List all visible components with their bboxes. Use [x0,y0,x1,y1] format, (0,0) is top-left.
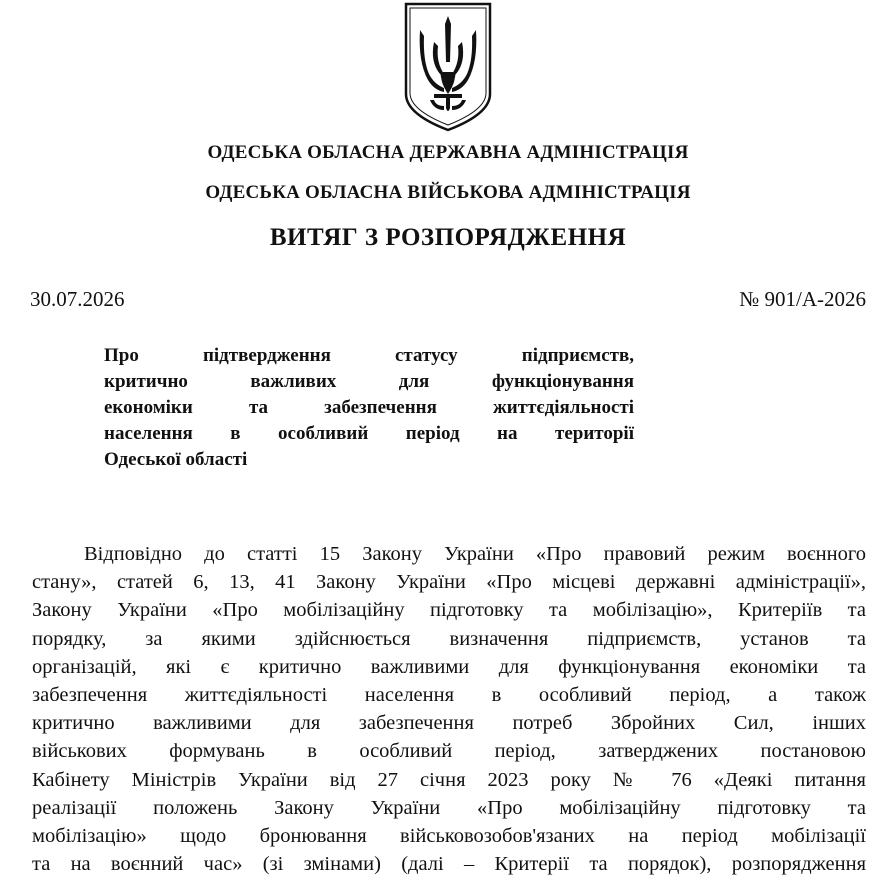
body-line: стану», статей 6, 13, 41 Закону України «Про місцеві державні адміністрації», [32,571,866,594]
body-line: Відповідно до статті 15 Закону України «Про правовий режим воєнного [84,543,866,565]
document-body [32,540,866,878]
body-line: Кабінету Міністрів України від 27 січня 2023 року № 76 «Деякі питання [32,768,866,791]
subject-line: населення в особливий період на території [104,423,634,444]
organization-name-2: ОДЕСЬКА ОБЛАСНА ВІЙСЬКОВА АДМІНІСТРАЦІЯ [205,182,691,203]
body-line: військових формувань в особливий період, затверджених постановою [32,740,866,763]
body-line: та на воєнний час» (зі змінами) (далі – Критерії та порядок), розпорядження [32,853,866,876]
subject-line: критично важливих для функціонування [104,371,634,392]
body-line: критично важливими для забезпечення потреб Збройних Сил, інших [32,712,866,735]
document-subject [104,343,634,473]
organization-name-1: ОДЕСЬКА ОБЛАСНА ДЕРЖАВНА АДМІНІСТРАЦІЯ [207,142,689,163]
document-title: ВИТЯГ З РОЗПОРЯДЖЕННЯ [269,224,627,251]
body-line: організацій, які є критично важливими для функціонування економіки та [32,655,866,678]
body-line: забезпечення життєдіяльності населення в особливий період, а також [32,684,866,707]
document-number: № 901/А-2026 [739,287,866,311]
subject-line: Про підтвердження статусу підприємств, [104,345,634,366]
subject-line: економіки та забезпечення життєдіяльності [104,397,634,418]
coat-of-arms-icon [404,2,492,132]
body-line: порядку, за якими здійснюється визначення підприємств, установ та [32,627,866,650]
body-line: реалізації положень Закону України «Про мобілізаційну підготовку та [32,796,866,819]
document-date: 30.07.2026 [30,287,125,311]
body-line: мобілізацію» щодо бронювання військовозобов'язаних на період мобілізації [32,825,866,848]
body-line: Закону України «Про мобілізаційну підготовку та мобілізацію», Критеріїв та [32,599,866,622]
subject-line: Одеської області [104,449,248,470]
